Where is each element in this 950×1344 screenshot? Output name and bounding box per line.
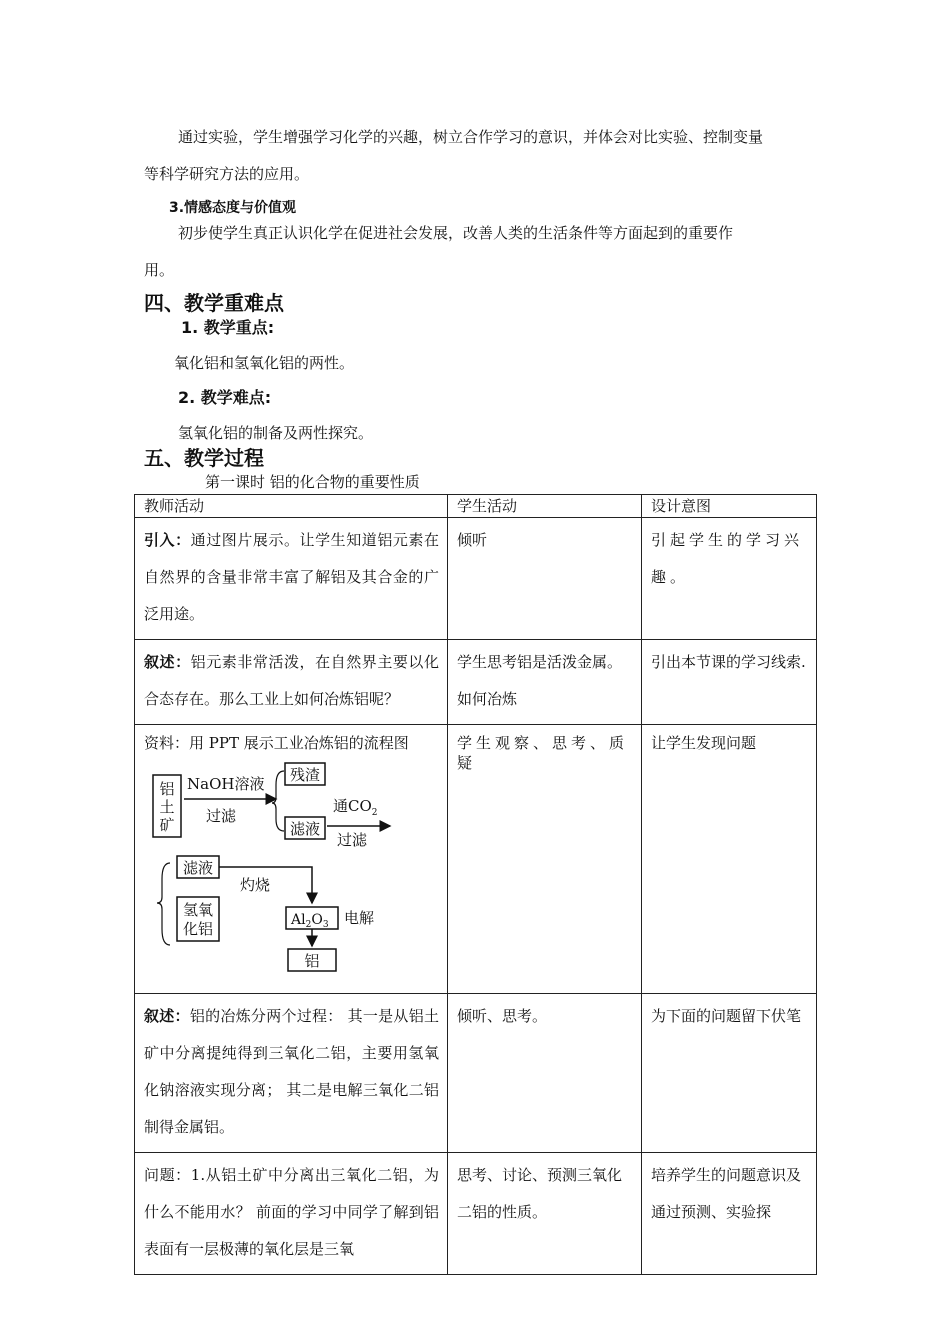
activity-label: 叙述： <box>144 653 191 671</box>
activity-text: 铝的冶炼分两个过程： 其一是从铝土矿中分离提纯得到三氧化二铝，主要用氢氧化钠溶液实现分离； 其二是电解三氧化二铝制得金属铝。 <box>144 1007 439 1136</box>
header-student: 学生活动 <box>448 495 642 518</box>
table-row <box>135 725 817 994</box>
intent-cell: 培养学生的问题意识及通过预测、实验探 <box>642 1153 817 1275</box>
objective-text-line: 通过实验，学生增强学习化学的兴趣，树立合作学习的意识，并体会对比实验、控制变量 <box>178 128 764 146</box>
difficulty-text: 氢氧化铝的制备及两性探究。 <box>178 424 374 442</box>
key-point-text: 氧化铝和氢氧化铝的两性。 <box>174 354 355 372</box>
intent-cell: 让学生发现问题 <box>642 725 817 994</box>
teacher-cell <box>135 725 448 994</box>
student-cell: 倾听、思考。 <box>448 994 642 1153</box>
filter-label: 过滤 <box>206 807 237 825</box>
ore-box <box>153 775 181 837</box>
subheading-attitude: 3.情感态度与价值观 <box>169 200 297 216</box>
alumina-label: $Al_2O_3$ <box>291 912 329 930</box>
student-cell: 倾听 <box>448 518 642 640</box>
header-intent: 设计意图 <box>642 495 817 518</box>
objective-text-line: 等科学研究方法的应用。 <box>144 165 310 183</box>
aluminum-label: 铝 <box>304 952 320 970</box>
teacher-cell <box>135 518 448 640</box>
attitude-text-line: 初步使学生真正认识化学在促进社会发展，改善人类的生活条件等方面起到的重要作 <box>178 224 734 242</box>
ore-char: 铝 <box>159 780 175 798</box>
intent-cell: 为下面的问题留下伏笔 <box>642 994 817 1153</box>
activity-text: 铝元素非常活泼，在自然界主要以化合态存在。那么工业上如何冶炼铝呢？ <box>144 653 439 708</box>
section-title-process: 五、教学过程 <box>144 446 264 470</box>
intent-cell: 引起学生的学习兴趣。 <box>642 518 817 640</box>
residue-label: 残渣 <box>289 766 321 784</box>
table-row <box>135 1153 817 1275</box>
student-cell: 思考、讨论、预测三氧化二铝的性质。 <box>448 1153 642 1275</box>
activity-label: 叙述： <box>144 1007 190 1025</box>
activity-text: 资料：用 PPT 展示工业冶炼铝的流程图 <box>144 734 409 752</box>
difficulty-label: 2. 教学难点: <box>178 388 272 407</box>
activity-text: 通过图片展示。让学生知道铝元素在自然界的含量非常丰富了解铝及其合金的广泛用途。 <box>144 531 439 623</box>
header-teacher: 教师活动 <box>135 495 448 518</box>
brace-icon <box>157 863 170 945</box>
activity-label: 引入： <box>144 531 191 549</box>
filtrate-label: 滤液 <box>289 820 321 838</box>
section-title-difficulties: 四、教学重难点 <box>144 291 284 315</box>
hydroxide-label: 化铝 <box>182 920 214 938</box>
teacher-cell <box>135 640 448 725</box>
brace-icon <box>272 771 284 831</box>
intent-cell: 引出本节课的学习线索. <box>642 640 817 725</box>
table-row <box>135 994 817 1153</box>
teacher-cell: 问题：1.从铝土矿中分离出三氧化二铝，为什么不能用水？ 前面的学习中同学了解到铝表面有一层极薄的氧化层是三氧 <box>135 1153 448 1275</box>
key-point-label: 1. 教学重点: <box>181 318 275 337</box>
electrolysis-label: 电解 <box>344 909 375 927</box>
hydroxide-label: 氢氧 <box>182 901 214 919</box>
attitude-text-line: 用。 <box>144 261 175 279</box>
ore-char: 矿 <box>159 816 175 834</box>
table-header-row <box>135 495 817 518</box>
table-row <box>135 640 817 725</box>
table-row <box>135 518 817 640</box>
filtrate2-label: 滤液 <box>182 859 214 877</box>
teaching-process-table <box>134 494 817 1275</box>
co2-label: 通$CO_2$ <box>333 797 378 818</box>
student-cell: 学生观察、思考、质疑 <box>448 725 642 994</box>
naoh-label: NaOH溶液 <box>187 775 265 793</box>
lesson-subtitle: 第一课时 铝的化合物的重要性质 <box>205 473 420 491</box>
calcine-label: 灼烧 <box>240 876 271 894</box>
ore-char: 土 <box>159 798 175 816</box>
teacher-cell <box>135 994 448 1153</box>
aluminum-smelting-flowchart <box>144 759 404 981</box>
student-cell: 学生思考铝是活泼金属。如何冶炼 <box>448 640 642 725</box>
filter-label: 过滤 <box>337 831 368 849</box>
